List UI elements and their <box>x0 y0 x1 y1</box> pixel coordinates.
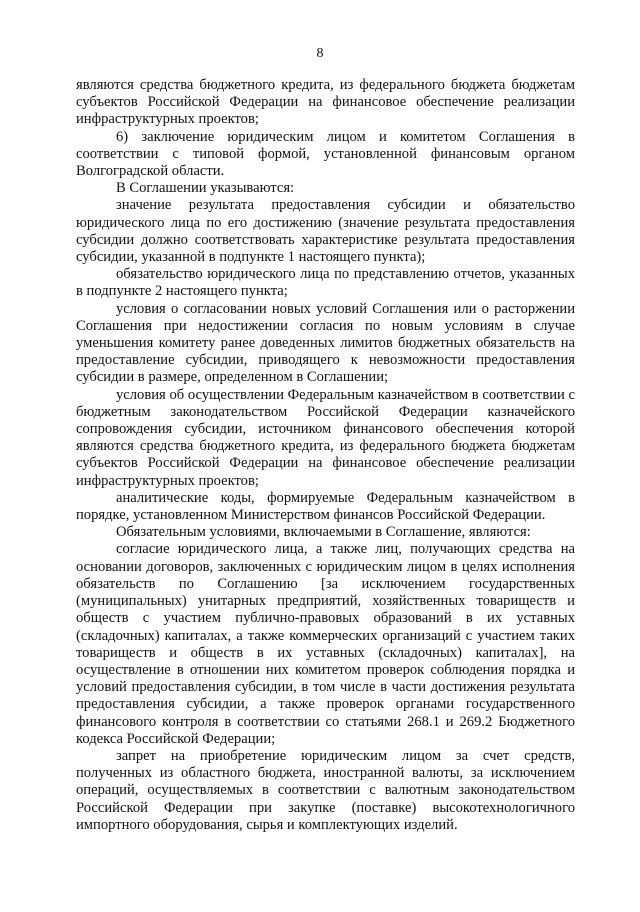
paragraph: условия об осуществлении Федеральным казначейством в соответствии с бюджетным законодательством Российской Федерации казначейского сопровождения субсидии, источником финансового обеспечения которой являются средства бюджетного кредита, из федерального бюджета бюджетам субъектов Российской Федерации на финансовое обеспечение реализации инфраструктурных проектов; <box>76 386 575 489</box>
page-number: 8 <box>316 46 324 61</box>
paragraph: условия о согласовании новых условий Соглашения или о расторжении Соглашения при недостижении согласия по новым условиям в случае уменьшения комитету ранее доведенных лимитов бюджетных обязательств на предоставление субсидии, приводящего к невозможности предоставления субсидии в размере, определенном в Соглашении; <box>76 300 575 386</box>
paragraph: являются средства бюджетного кредита, из федерального бюджета бюджетам субъектов Российской Федерации на финансовое обеспечение реализации инфраструктурных проектов; <box>76 77 575 128</box>
document-body <box>76 77 575 834</box>
paragraph: В Соглашении указываются: <box>116 180 295 197</box>
paragraph: 6) заключение юридическим лицом и комитетом Соглашения в соответствии с типовой формой, установленной финансовым органом Волгоградской области. <box>76 128 575 180</box>
paragraph: обязательство юридического лица по представлению отчетов, указанных в подпункте 2 настоящего пункта; <box>76 266 575 300</box>
paragraph: значение результата предоставления субсидии и обязательство юридического лица по его достижению (значение результата предоставления субсидии должно соответствовать характеристике результата предоставления субсидии, указанной в подпункте 1 настоящего пункта); <box>76 197 575 266</box>
paragraph: запрет на приобретение юридическим лицом за счет средств, полученных из областного бюджета, иностранной валюты, за исключением операций, осуществляемых в соответствии с валютным законодательством Российской Федерации при закупке (поставке) высокотехнологичного импортного оборудования, сырья и комплектующих изделий. <box>76 747 575 833</box>
paragraph: согласие юридического лица, а также лиц, получающих средства на основании договоров, заключенных с юридическим лицом в целях исполнения обязательств по Соглашению [за исключением государственных (муниципальных) унитарных предприятий, хозяйственных товариществ и обществ с участием публично-правовых образований в их уставных (складочных) капиталах, а также коммерческих организаций с участием таких товариществ и обществ в их уставных (складочных) капиталах], на осуществление в отношении них комитетом проверок соблюдения порядка и условий предоставления субсидии, в том числе в части достижения результата предоставления субсидии, а также проверок органами государственного финансового контроля в соответствии со статьями 268.1 и 269.2 Бюджетного кодекса Российской Федерации; <box>76 541 575 747</box>
paragraph: Обязательным условиями, включаемыми в Соглашение, являются: <box>116 524 531 541</box>
paragraph: аналитические коды, формируемые Федеральным казначейством в порядке, установленном Министерством финансов Российской Федерации. <box>76 489 575 524</box>
